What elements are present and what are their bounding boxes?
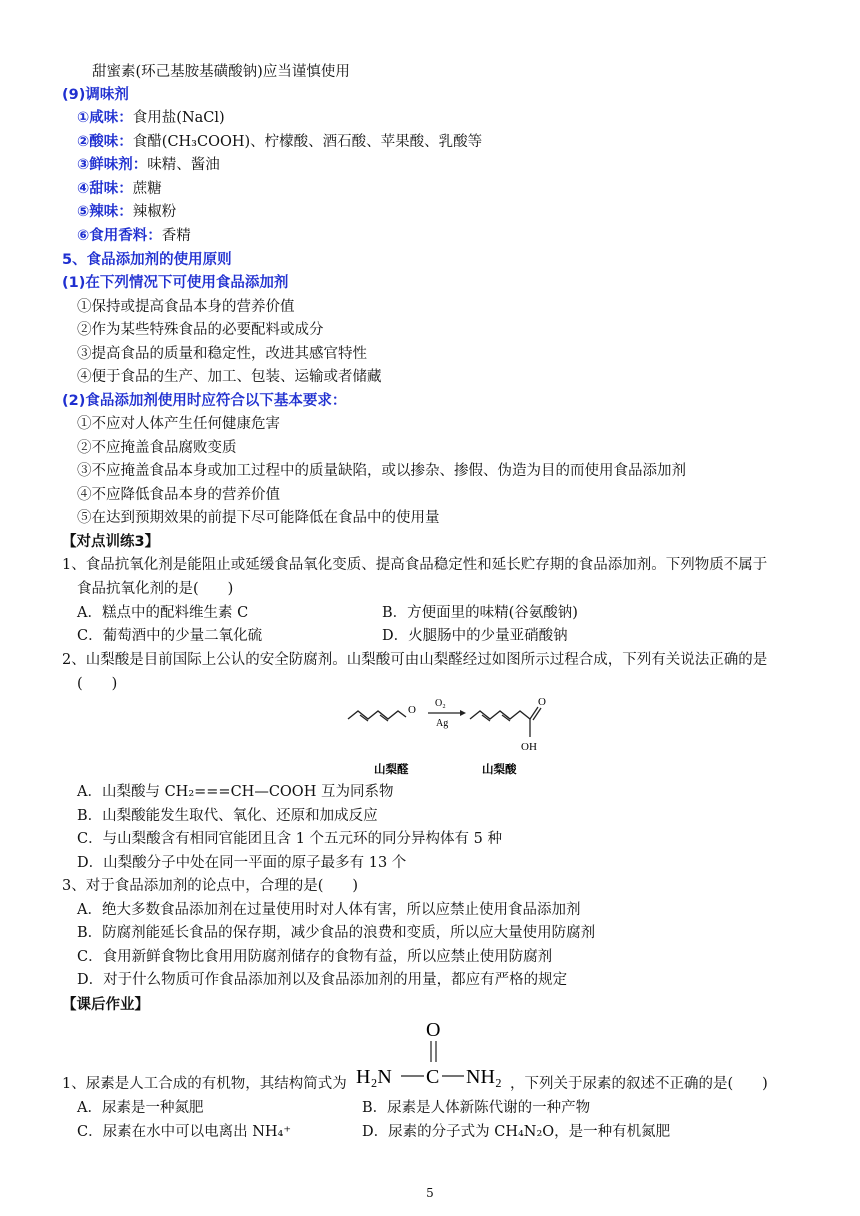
q1-option-d: D．火腿肠中的少量亚硝酸钠 [382,628,568,644]
q3-option-a: A．绝大多数食品添加剂在过量使用时对人体有害，所以应禁止使用食品添加剂 [77,902,581,918]
urea-structure [356,1016,516,1092]
principles-sub1-item: ①保持或提高食品本身的营养价值 [77,299,295,315]
q3-option-d: D．对于什么物质可作食品添加剂以及食品添加剂的用量，都应有严格的规定 [77,972,568,988]
urea-c: C [426,1066,440,1088]
sorbaldehyde-o: O [408,704,416,716]
homework-title: 【课后作业】 [62,997,149,1013]
q3-stem: 3、对于食品添加剂的论点中，合理的是( ) [62,878,359,894]
hw-q1-option-c: C．尿素在水中可以电离出 NH₄⁺ [77,1124,292,1140]
urea-o: O [426,1019,441,1041]
principles-sub2-item: ①不应对人体产生任何健康危害 [77,416,280,432]
q1-option-a: A．糕点中的配料维生素 C [77,605,249,621]
urea-h2n: H₂N [356,1066,392,1088]
urea-nh2: NH₂ [466,1066,502,1088]
q1-stem: 食品抗氧化剂的是( ) [77,581,234,597]
seasoning-item: ①咸味：食用盐(NaCl) [77,110,225,126]
reagent-ag: Ag [436,718,449,729]
q2-option-d: D．山梨酸分子中处在同一平面的原子最多有 13 个 [77,855,407,871]
hw-q1-option-a: A．尿素是一种氮肥 [77,1100,204,1116]
reaction-scheme [340,693,560,779]
q1-option-c: C．葡萄酒中的少量二氧化硫 [77,628,263,644]
sorbic-acid-chain [470,711,530,719]
sorbic-acid-o: O [538,696,546,708]
principles-sub2-title: (2)食品添加剂使用时应符合以下基本要求： [62,393,347,409]
sorbaldehyde-chain [348,711,406,719]
label-sorbaldehyde: 山梨醛 [374,762,409,776]
label-sorbic-acid: 山梨酸 [482,762,517,776]
reagent-o2: O₂ [435,698,446,709]
principles-sub2-item: ③不应掩盖食品本身或加工过程中的质量缺陷，或以掺杂、掺假、伪造为目的而使用食品添加剂 [77,463,686,479]
hw-q1-option-b: B．尿素是人体新陈代谢的一种产物 [362,1100,591,1116]
q2-stem: ( ) [77,676,118,692]
principles-sub1-title: (1)在下列情况下可使用食品添加剂 [62,275,289,291]
seasoning-item: ③鲜味剂：味精、酱油 [77,157,220,173]
principles-sub1-item: ③提高食品的质量和稳定性，改进其感官特性 [77,346,367,362]
seasoning-item: ⑥食用香料：香精 [77,228,191,244]
principles-sub2-item: ⑤在达到预期效果的前提下尽可能降低在食品中的使用量 [77,510,440,526]
q2-option-b: B．山梨酸能发生取代、氧化、还原和加成反应 [77,808,378,824]
q2-option-a: A．山梨酸与 CH₂===CH—COOH 互为同系物 [77,784,394,800]
hw-q1-stem-after: ，下列关于尿素的叙述不正确的是( ) [510,1076,768,1092]
sweetener-note: 甜蜜素(环己基胺基磺酸钠)应当谨慎使用 [92,64,350,80]
seasoning-item: ⑤辣味：辣椒粉 [77,204,177,220]
q3-option-c: C．食用新鲜食物比食用用防腐剂储存的食物有益，所以应禁止使用防腐剂 [77,949,553,965]
principles-sub2-item: ④不应降低食品本身的营养价值 [77,487,280,503]
principles-sub1-item: ④便于食品的生产、加工、包装、运输或者储藏 [77,369,382,385]
principles-sub1-item: ②作为某些特殊食品的必要配料或成分 [77,322,324,338]
training-title: 【对点训练3】 [62,534,160,550]
carbonyl-bond-2 [533,708,541,720]
q3-option-b: B．防腐剂能延长食品的保存期，减少食品的浪费和变质，所以应大量使用防腐剂 [77,925,596,941]
hw-q1-stem-before: 1、尿素是人工合成的有机物，其结构简式为 [62,1076,347,1092]
principles-sub2-item: ②不应掩盖食品腐败变质 [77,440,237,456]
q1-option-b: B．方便面里的味精(谷氨酸钠) [382,605,578,621]
principles-title: 5、食品添加剂的使用原则 [62,252,232,268]
seasoning-item: ②酸味：食醋(CH₃COOH)、柠檬酸、酒石酸、苹果酸、乳酸等 [77,134,483,150]
sorbic-acid-oh: OH [521,741,537,753]
hw-q1-option-d: D．尿素的分子式为 CH₄N₂O，是一种有机氮肥 [362,1124,671,1140]
q1-stem: 1、食品抗氧化剂是能阻止或延缓食品氧化变质、提高食品稳定性和延长贮存期的食品添加剂。下列物质不属于 [62,557,768,573]
seasoning-item: ④甜味：蔗糖 [77,181,162,197]
q2-stem: 2、山梨酸是目前国际上公认的安全防腐剂。山梨酸可由山梨醛经过如图所示过程合成，下列有关说法正确的是 [62,652,768,668]
q2-option-c: C．与山梨酸含有相同官能团且含 1 个五元环的同分异构体有 5 种 [77,831,502,847]
seasoning-title: (9)调味剂 [62,87,129,103]
carbonyl-bond [530,707,538,719]
reaction-arrow-head [460,710,466,716]
page-number: 5 [426,1186,434,1200]
